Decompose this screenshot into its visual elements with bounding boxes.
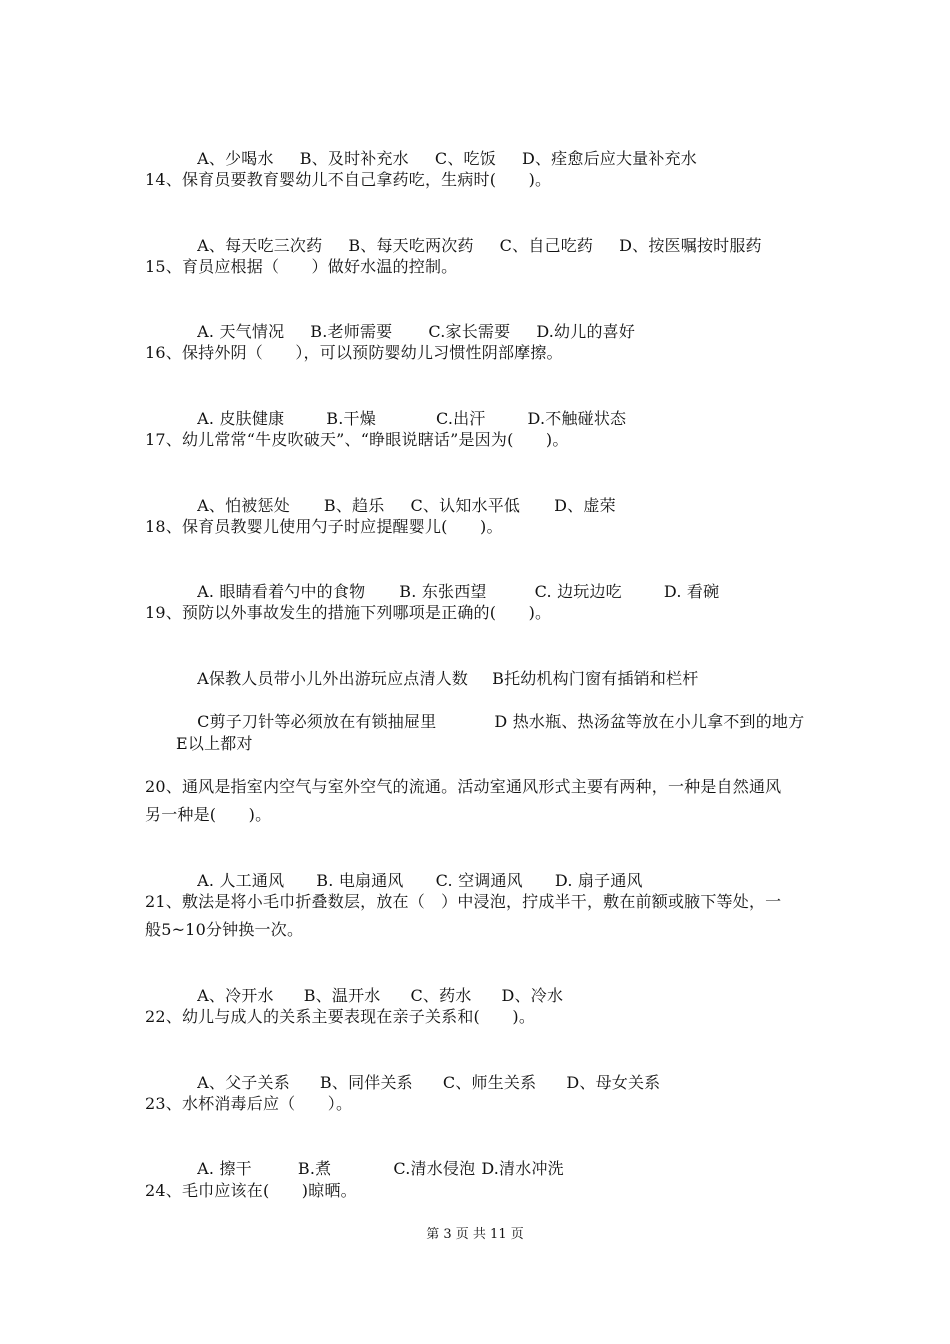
q18-option-b: B. 东张西望 — [399, 582, 487, 601]
q20-option-b: B. 电扇通风 — [316, 871, 404, 890]
q23-option-d: D.清水冲洗 — [481, 1159, 564, 1178]
q23-option-a: A. 擦干 — [197, 1159, 252, 1178]
q16-option-a: A. 皮肤健康 — [197, 409, 285, 428]
question-14: 14、保育员要教育婴幼儿不自己拿药吃，生病时( )。 — [145, 170, 552, 189]
q15-option-a: A. 天气情况 — [197, 322, 285, 341]
question-21-line-2: 般5~10分钟换一次。 — [145, 920, 304, 939]
q20-option-c: C. 空调通风 — [435, 871, 523, 890]
q14-option-d: D、按医嘱按时服药 — [619, 236, 762, 255]
q16-option-c: C.出汗 — [435, 409, 486, 428]
q22-option-c: C、师生关系 — [442, 1073, 537, 1092]
q13-option-b: B、及时补充水 — [299, 149, 409, 168]
q22-option-b: B、同伴关系 — [319, 1073, 413, 1092]
q15-option-c: C.家长需要 — [428, 322, 511, 341]
q20-option-a: A. 人工通风 — [197, 871, 285, 890]
question-21-line-1: 21、敷法是将小毛巾折叠数层，放在（ ）中浸泡，拧成半干，敷在前额或腋下等处，一 — [145, 892, 782, 911]
question-17: 17、幼儿常常“牛皮吹破天”、“睁眼说瞎话”是因为( )。 — [145, 430, 569, 449]
q17-option-b: B、趋乐 — [323, 496, 385, 515]
question-16: 16、保持外阴（ ），可以预防婴幼儿习惯性阴部摩擦。 — [145, 343, 563, 362]
q22-option-a: A、父子关系 — [197, 1073, 290, 1092]
q20-option-d: D. 扇子通风 — [554, 871, 643, 890]
q23-option-c: C.清水侵泡 — [393, 1159, 476, 1178]
question-20-line-1: 20、通风是指室内空气与室外空气的流通。活动室通风形式主要有两种，一种是自然通风 — [145, 777, 782, 796]
question-22: 22、幼儿与成人的关系主要表现在亲子关系和( )。 — [145, 1007, 536, 1026]
q17-option-d: D、虚荣 — [554, 496, 616, 515]
q13-option-c: C、吃饭 — [434, 149, 496, 168]
q19-option-c: C剪子刀针等必须放在有锁抽屉里 — [197, 712, 437, 731]
q17-option-a: A、怕被惩处 — [197, 496, 290, 515]
q19-option-d: D 热水瓶、热汤盆等放在小儿拿不到的地方 — [494, 712, 805, 731]
question-15: 15、育员应根据（ ）做好水温的控制。 — [145, 257, 458, 276]
q19-options-row-2 — [176, 689, 804, 755]
q21-option-a: A、冷开水 — [197, 986, 274, 1005]
q14-option-a: A、每天吃三次药 — [197, 236, 323, 255]
q13-option-d: D、痊愈后应大量补充水 — [521, 149, 697, 168]
q14-option-b: B、每天吃两次药 — [348, 236, 474, 255]
question-24: 24、毛巾应该在( )晾晒。 — [145, 1181, 357, 1200]
q18-option-a: A. 眼睛看着勺中的食物 — [197, 582, 366, 601]
q14-option-c: C、自己吃药 — [499, 236, 594, 255]
q19-option-b: B托幼机构门窗有插销和栏杆 — [492, 669, 699, 688]
q21-option-b: B、温开水 — [303, 986, 381, 1005]
q15-option-b: B.老师需要 — [310, 322, 393, 341]
question-20-line-2: 另一种是( )。 — [145, 805, 272, 824]
q23-option-b: B.煮 — [297, 1159, 332, 1178]
question-18: 18、保育员教婴儿使用勺子时应提醒婴儿( )。 — [145, 517, 503, 536]
q13-option-a: A、少喝水 — [197, 149, 274, 168]
q18-option-d: D. 看碗 — [663, 582, 720, 601]
q16-option-b: B.干燥 — [326, 409, 376, 428]
q19-option-e: E以上都对 — [176, 734, 253, 753]
q19-option-a: A保教人员带小儿外出游玩应点清人数 — [197, 669, 469, 688]
page-footer: 第 3 页 共 11 页 — [426, 1227, 524, 1242]
q21-option-c: C、药水 — [410, 986, 472, 1005]
q22-option-d: D、母女关系 — [566, 1073, 661, 1092]
q15-option-d: D.幼儿的喜好 — [536, 322, 636, 341]
q18-option-c: C. 边玩边吃 — [534, 582, 622, 601]
q21-option-d: D、冷水 — [501, 986, 564, 1005]
question-23: 23、水杯消毒后应（ ）。 — [145, 1094, 353, 1113]
q17-option-c: C、认知水平低 — [410, 496, 521, 515]
question-19: 19、预防以外事故发生的措施下列哪项是正确的( )。 — [145, 603, 552, 622]
q16-option-d: D.不触碰状态 — [527, 409, 627, 428]
